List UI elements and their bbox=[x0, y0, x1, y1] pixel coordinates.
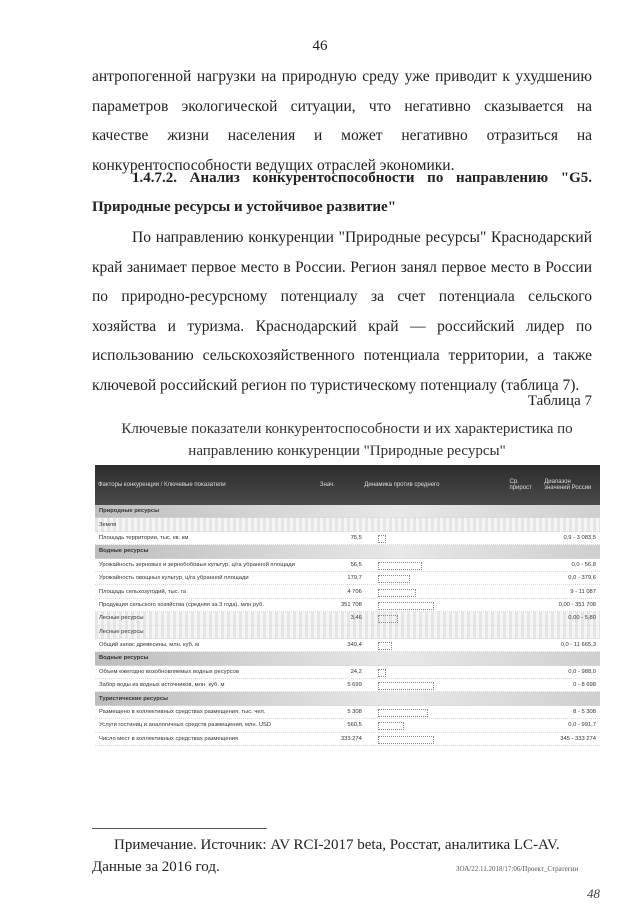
dynamics-bar bbox=[378, 615, 398, 623]
indicators-table bbox=[95, 465, 600, 769]
row-value: 179,7 bbox=[347, 575, 362, 582]
row-dynamics-bar bbox=[368, 708, 447, 716]
header-indicators: Факторы конкуренции / Ключевые показатели bbox=[98, 482, 226, 488]
row-range: 0,0 - 379,6 bbox=[568, 575, 596, 582]
paragraph-analysis bbox=[92, 223, 592, 400]
row-range: 9 - 11 087 bbox=[570, 588, 596, 595]
dynamics-bar bbox=[378, 535, 386, 543]
row-dynamics-bar bbox=[368, 681, 447, 689]
row-dynamics-bar bbox=[368, 601, 447, 609]
row-value: 5 308 bbox=[347, 709, 362, 716]
header-growth: Ср. прирост bbox=[509, 479, 532, 491]
row-dynamics-bar bbox=[368, 654, 447, 662]
table-row bbox=[95, 599, 600, 612]
row-indicator: Водные ресурсы bbox=[99, 655, 149, 662]
row-range: 8 - 5 308 bbox=[573, 709, 596, 716]
row-dynamics-bar bbox=[368, 574, 447, 582]
row-dynamics-bar bbox=[368, 561, 447, 569]
dynamics-bar bbox=[378, 562, 422, 570]
row-indicator: Услуги гостиниц и аналогичных средств размещения, млн. USD bbox=[99, 722, 272, 729]
table-row bbox=[95, 585, 600, 598]
dynamics-bar bbox=[378, 575, 410, 583]
section-heading: 1.4.7.2. Анализ конкурентоспособности по направлению "G5. Природные ресурсы и устойчивое развитие" bbox=[92, 170, 592, 215]
row-range: 0,0 - 991,7 bbox=[568, 722, 596, 729]
row-range: 0,0 - 56,8 bbox=[571, 561, 596, 568]
row-value: 56,5 bbox=[350, 561, 362, 568]
row-dynamics-bar bbox=[368, 721, 447, 729]
row-indicator: Число мест в коллективных средствах размещения bbox=[99, 735, 239, 742]
row-dynamics-bar bbox=[368, 534, 447, 542]
row-dynamics-bar bbox=[368, 588, 447, 596]
footer-stamp: ЗОА/22.11.2018/17:06/Проект_Стратегии bbox=[456, 865, 579, 873]
row-indicator: Площадь территории, тыс. кв. км bbox=[99, 534, 189, 541]
dynamics-bar bbox=[378, 736, 434, 744]
table-row bbox=[95, 612, 600, 625]
table-row bbox=[95, 505, 600, 518]
row-value: 4 706 bbox=[347, 588, 362, 595]
dynamics-bar bbox=[378, 642, 392, 650]
table-row bbox=[95, 518, 600, 531]
table-title: Ключевые показатели конкурентоспособности и их характеристика по направлению конкуренции "Природные ресурсы" bbox=[121, 421, 573, 459]
row-value: 333 274 bbox=[340, 735, 362, 742]
row-indicator: Урожайность зерновых и зернобобовых культур, ц/га убранной площади bbox=[99, 561, 295, 568]
table-row bbox=[95, 572, 600, 585]
row-dynamics-bar bbox=[368, 735, 447, 743]
paragraph-intro-text: антропогенной нагрузки на природную среду уже приводит к ухудшению параметров экологической ситуации, что негативно сказывается на качестве жизни населения и может негативно отразиться на конкурентоспособности ведущих отраслей экономики. bbox=[92, 68, 592, 174]
table-header bbox=[95, 465, 600, 505]
table-row bbox=[95, 692, 600, 705]
row-indicator: Лесные ресурсы bbox=[99, 628, 144, 635]
table-row bbox=[95, 626, 600, 639]
row-dynamics-bar bbox=[368, 641, 447, 649]
row-indicator: Земля bbox=[99, 521, 117, 528]
dynamics-bar bbox=[378, 602, 434, 610]
row-indicator: Природные ресурсы bbox=[99, 508, 160, 515]
table-row bbox=[95, 679, 600, 692]
note-divider bbox=[92, 828, 267, 829]
row-range: 0 - 8 698 bbox=[573, 682, 596, 689]
row-indicator: Продукция сельского хозяйства (средняя за 3 года), млн руб. bbox=[99, 601, 264, 608]
row-dynamics-bar bbox=[368, 695, 447, 703]
row-dynamics-bar bbox=[368, 628, 447, 636]
table-row bbox=[95, 706, 600, 719]
table-row bbox=[95, 652, 600, 665]
row-dynamics-bar bbox=[368, 668, 447, 676]
row-value: 349,4 bbox=[347, 642, 362, 649]
row-range: 0,0 - 988,0 bbox=[568, 668, 596, 675]
row-indicator: Общий запас древесины, млн. куб. м bbox=[99, 642, 200, 649]
table-row bbox=[95, 559, 600, 572]
paragraph-analysis-text: По направлению конкуренции "Природные ресурсы" Краснодарский край занимает первое место в России. Регион занял первое место в России по природно-ресурсному потенциалу за счет потенциала сельского хозяйства и туризма. Краснодарский край — российский лидер по использованию сельскохозяйственного потенциала территории, а также ключевой российский регион по туристическому потенциалу (таблица 7). bbox=[92, 229, 592, 394]
row-value: 560,5 bbox=[347, 722, 362, 729]
row-range: 0,00 - 351 708 bbox=[558, 601, 596, 608]
row-value: 5 699 bbox=[347, 682, 362, 689]
table-row bbox=[95, 532, 600, 545]
dynamics-bar bbox=[378, 709, 428, 717]
row-value: 351 708 bbox=[340, 601, 362, 608]
row-value: 75,5 bbox=[350, 534, 362, 541]
paragraph-intro bbox=[92, 62, 592, 180]
dynamics-bar bbox=[378, 589, 416, 597]
header-value: Знач. bbox=[319, 482, 335, 488]
dynamics-bar bbox=[378, 669, 386, 677]
row-indicator: Туристические ресурсы bbox=[99, 695, 169, 702]
row-dynamics-bar bbox=[368, 614, 447, 622]
row-value: 24,2 bbox=[350, 668, 362, 675]
row-indicator: Размещено в коллективных средствах размещения, тыс. чел. bbox=[99, 709, 266, 716]
table-row bbox=[95, 719, 600, 732]
row-indicator: Урожайность овощных культур, ц/га убранной площади bbox=[99, 575, 249, 582]
dynamics-bar bbox=[378, 722, 404, 730]
row-indicator: Площадь сельхозугодий, тыс. га bbox=[99, 588, 186, 595]
row-indicator: Забор воды из водных источников, млн. куб. м bbox=[99, 682, 225, 689]
row-indicator: Лесные ресурсы bbox=[99, 615, 144, 622]
row-range: 0,0 - 11 665,3 bbox=[560, 642, 596, 649]
table-body bbox=[95, 505, 600, 746]
row-range: 0,00 - 5,80 bbox=[568, 615, 596, 622]
dynamics-bar bbox=[378, 682, 434, 690]
row-dynamics-bar bbox=[368, 521, 447, 529]
row-range: 345 - 333 274 bbox=[560, 735, 596, 742]
header-range: Диапазон значений России bbox=[544, 479, 592, 491]
sheet-number: 48 bbox=[587, 886, 600, 901]
row-range: 0,9 - 3 083,5 bbox=[563, 534, 596, 541]
row-value: 3,46 bbox=[350, 615, 362, 622]
table-row bbox=[95, 666, 600, 679]
row-dynamics-bar bbox=[368, 547, 447, 555]
table-row bbox=[95, 733, 600, 746]
table-row bbox=[95, 545, 600, 558]
page-number: 46 bbox=[312, 38, 328, 54]
header-dynamics: Динамика против среднего bbox=[364, 482, 440, 488]
row-dynamics-bar bbox=[368, 507, 447, 515]
table-note: Примечание. Источник: AV RCI-2017 beta, Росстат, аналитика LC-AV. Данные за 2016 год. bbox=[92, 837, 560, 875]
table-row bbox=[95, 639, 600, 652]
row-indicator: Объем ежегодно возобновляемых водных ресурсов bbox=[99, 668, 239, 675]
table-label: Таблица 7 bbox=[527, 393, 592, 409]
row-indicator: Водные ресурсы bbox=[99, 548, 149, 555]
